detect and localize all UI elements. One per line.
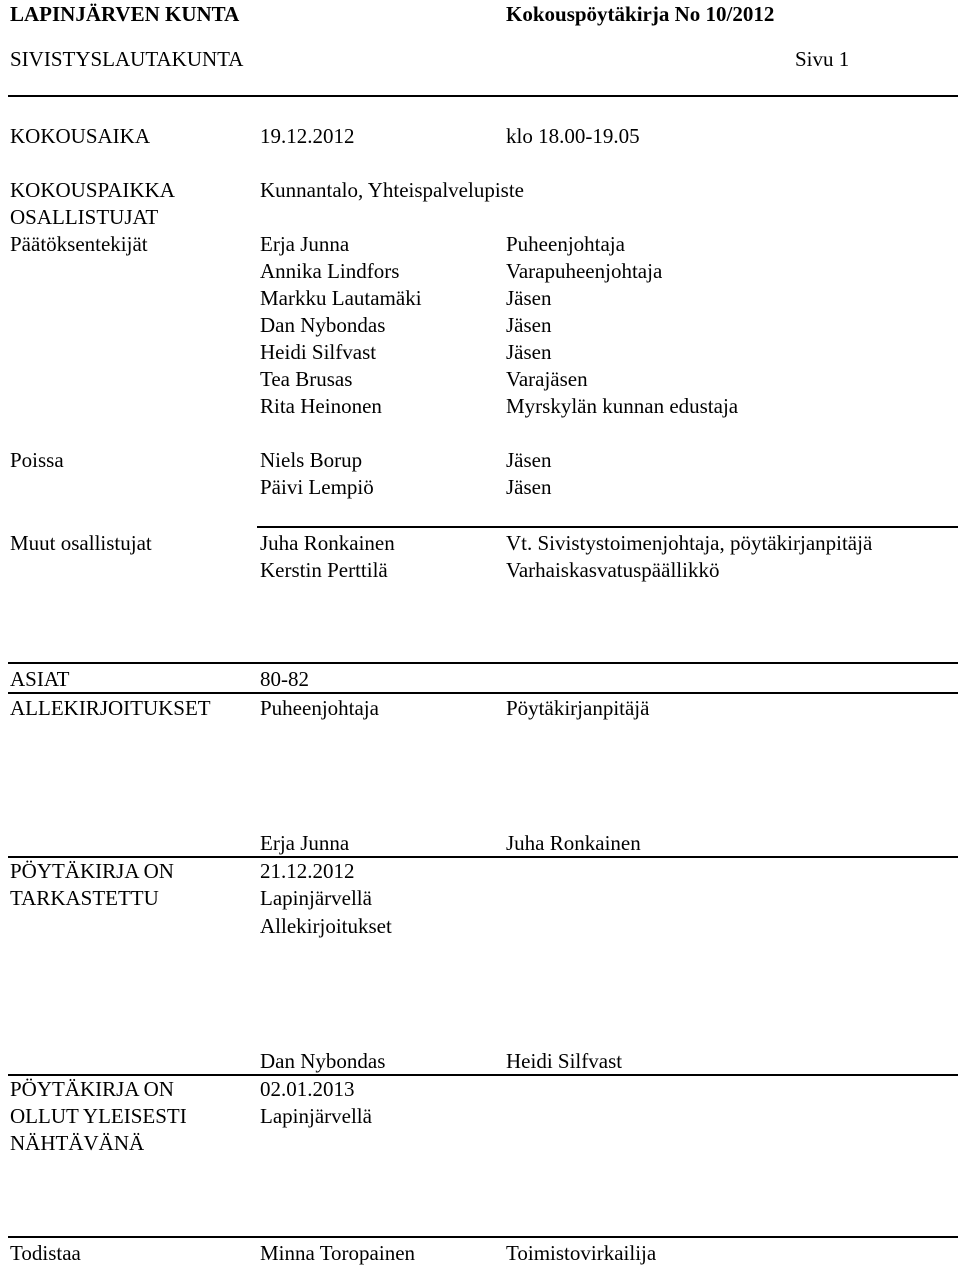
signatures-label: ALLEKIRJOITUKSET [10, 696, 211, 720]
decision-maker-name: Annika Lindfors [260, 259, 400, 283]
committee-name: SIVISTYSLAUTAKUNTA [10, 47, 244, 71]
meeting-time-label: KOKOUSAIKA [10, 124, 150, 148]
absent-name: Päivi Lempiö [260, 475, 374, 499]
decision-maker-name: Erja Junna [260, 232, 350, 256]
secretary-name: Juha Ronkainen [506, 831, 641, 855]
meeting-date: 19.12.2012 [260, 124, 355, 148]
public-view-place: Lapinjärvellä [260, 1104, 372, 1128]
public-view-label: NÄHTÄVÄNÄ [10, 1131, 145, 1155]
public-view-divider [8, 1074, 958, 1076]
page-number: Sivu 1 [795, 47, 850, 71]
certification-divider [8, 1236, 958, 1238]
decision-maker-role: Jäsen [506, 313, 552, 337]
decision-makers-label: Päätöksentekijät [10, 232, 148, 256]
secretary-title: Pöytäkirjanpitäjä [506, 696, 650, 720]
decision-maker-name: Markku Lautamäki [260, 286, 422, 310]
header-divider [8, 95, 958, 97]
decision-maker-name: Tea Brusas [260, 367, 353, 391]
absent-role: Jäsen [506, 448, 552, 472]
matters-value: 80-82 [260, 667, 309, 691]
meeting-time: klo 18.00-19.05 [506, 124, 640, 148]
decision-maker-name: Heidi Silfvast [260, 340, 377, 364]
certifier-name: Minna Toropainen [260, 1241, 416, 1265]
others-label: Muut osallistujat [10, 531, 152, 555]
decision-maker-name: Rita Heinonen [260, 394, 382, 418]
inspected-label: TARKASTETTU [10, 886, 159, 910]
participants-label: OSALLISTUJAT [10, 205, 159, 229]
other-participant-role: Varhaiskasvatuspäällikkö [506, 558, 720, 582]
certification-label: Todistaa [10, 1241, 81, 1265]
decision-maker-name: Dan Nybondas [260, 313, 386, 337]
inspected-note: Allekirjoitukset [260, 914, 392, 938]
decision-maker-role: Jäsen [506, 340, 552, 364]
decision-maker-role: Varajäsen [506, 367, 588, 391]
inspected-place: Lapinjärvellä [260, 886, 372, 910]
chair-title: Puheenjohtaja [260, 696, 379, 720]
inspected-divider [8, 856, 958, 858]
absent-role: Jäsen [506, 475, 552, 499]
public-view-label: OLLUT YLEISESTI [10, 1104, 187, 1128]
meeting-place: Kunnantalo, Yhteispalvelupiste [260, 178, 524, 202]
inspector-name: Dan Nybondas [260, 1049, 386, 1073]
decision-maker-role: Varapuheenjohtaja [506, 259, 663, 283]
other-participant-role: Vt. Sivistystoimenjohtaja, pöytäkirjanpitäjä [506, 531, 873, 555]
decision-maker-role: Myrskylän kunnan edustaja [506, 394, 739, 418]
matters-label: ASIAT [10, 667, 70, 691]
decision-maker-role: Puheenjohtaja [506, 232, 625, 256]
signatures-divider [8, 692, 958, 694]
absent-name: Niels Borup [260, 448, 363, 472]
document-title: Kokouspöytäkirja No 10/2012 [506, 2, 775, 26]
meeting-place-label: KOKOUSPAIKKA [10, 178, 175, 202]
certifier-title: Toimistovirkailija [506, 1241, 657, 1265]
other-participant-name: Juha Ronkainen [260, 531, 395, 555]
inspected-label: PÖYTÄKIRJA ON [10, 859, 174, 883]
public-view-label: PÖYTÄKIRJA ON [10, 1077, 174, 1101]
decision-maker-role: Jäsen [506, 286, 552, 310]
organization-name: LAPINJÄRVEN KUNTA [10, 2, 240, 26]
inspector-name: Heidi Silfvast [506, 1049, 623, 1073]
inspected-date: 21.12.2012 [260, 859, 355, 883]
chair-name: Erja Junna [260, 831, 350, 855]
absent-label: Poissa [10, 448, 64, 472]
others-divider [257, 526, 958, 528]
matters-divider [8, 662, 958, 664]
public-view-date: 02.01.2013 [260, 1077, 355, 1101]
other-participant-name: Kerstin Perttilä [260, 558, 388, 582]
